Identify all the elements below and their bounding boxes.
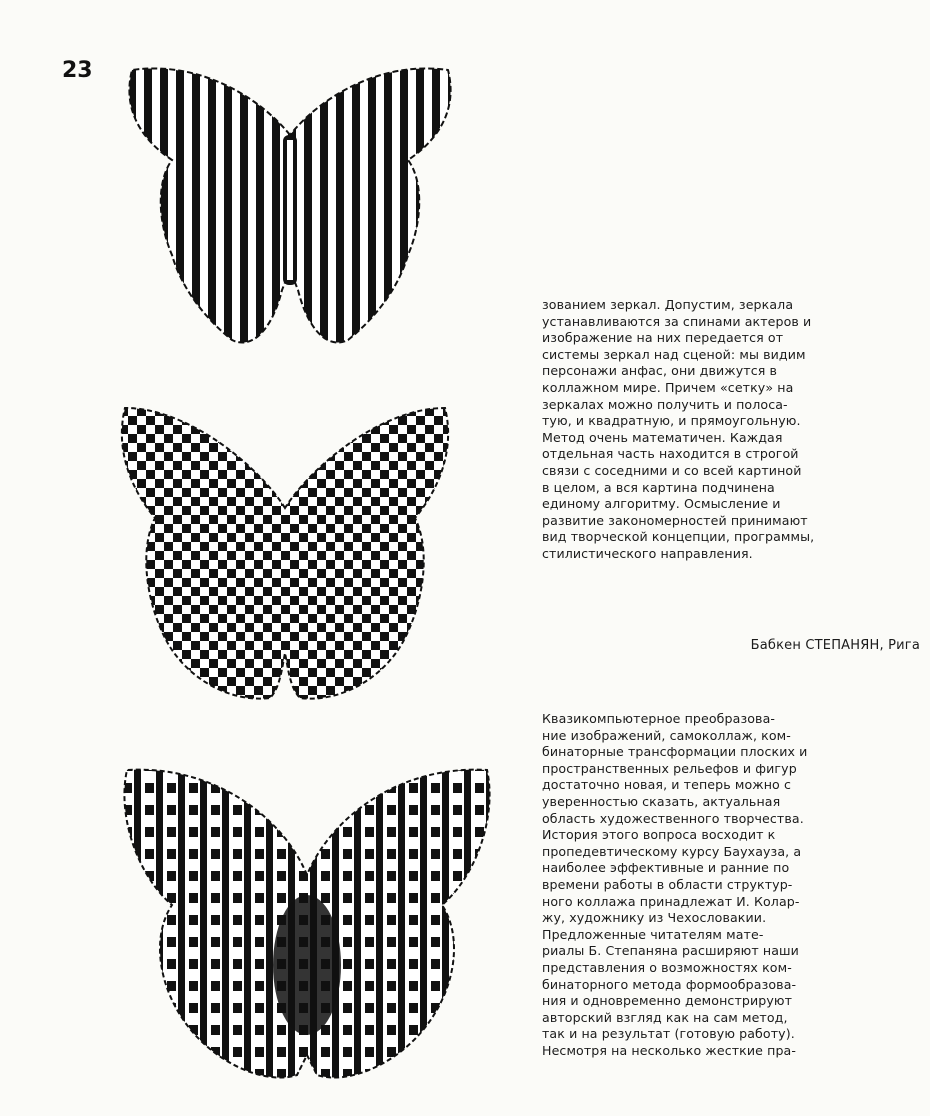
article-paragraph: Метод очень математичен. Каждая отдельная часть находится в строгой связи с соседними и со всей картиной в целом, а вся картина подчинена единому алгоритму. Осмысление и развитие закономерностей принимают вид творческой концепции, программы, стилистического направления.	[542, 429, 815, 561]
article-paragraph: зованием зеркал. Допустим, зеркала устанавливаются за спинами актеров и изображение на них передается от системы зеркал над сценой: мы видим персонажи анфас, они движутся в коллажном мире. Причем «сетку» на зеркалах можно получить и полоса- тую, и квадратную, и прямоугольную.	[542, 297, 812, 429]
article-text-block-2	[542, 711, 917, 1059]
butterfly-checkered-image	[110, 398, 460, 713]
butterfly-mixed-figure	[112, 755, 502, 1090]
article-paragraph: Квазикомпьютерное преобразова- ние изображений, самоколлаж, ком- бинаторные трансформации плоских и пространственных рельефов и фигур достаточно новая, и теперь можно с уверенностью сказать, актуальная область художественного творчества.	[542, 711, 808, 826]
page-number: 23	[62, 58, 93, 83]
butterfly-mixed-image	[112, 755, 502, 1090]
butterfly-striped-image	[112, 40, 467, 360]
article-paragraph: История этого вопроса восходит к пропедевтическому курсу Баухауза, а наиболее эффективные и ранние по времени работы в области структур- ного коллажа принадлежат И. Колар- жу, художнику из Чехословакии.	[542, 827, 802, 926]
butterfly-checkered-figure	[110, 398, 460, 713]
article-text-block-1	[542, 297, 917, 563]
author-signature: Бабкен СТЕПАНЯН, Рига	[750, 638, 920, 653]
article-paragraph: Предложенные читателям мате- риалы Б. Степаняна расширяют наши представления о возможностях ком- бинаторного метода формообразова- ния и одновременно демонстрируют авторский взгляд как на сам метод, так и на результат (готовую работу). Несмотря на несколько жесткие пра-	[542, 926, 799, 1058]
butterfly-striped-figure	[112, 40, 467, 360]
